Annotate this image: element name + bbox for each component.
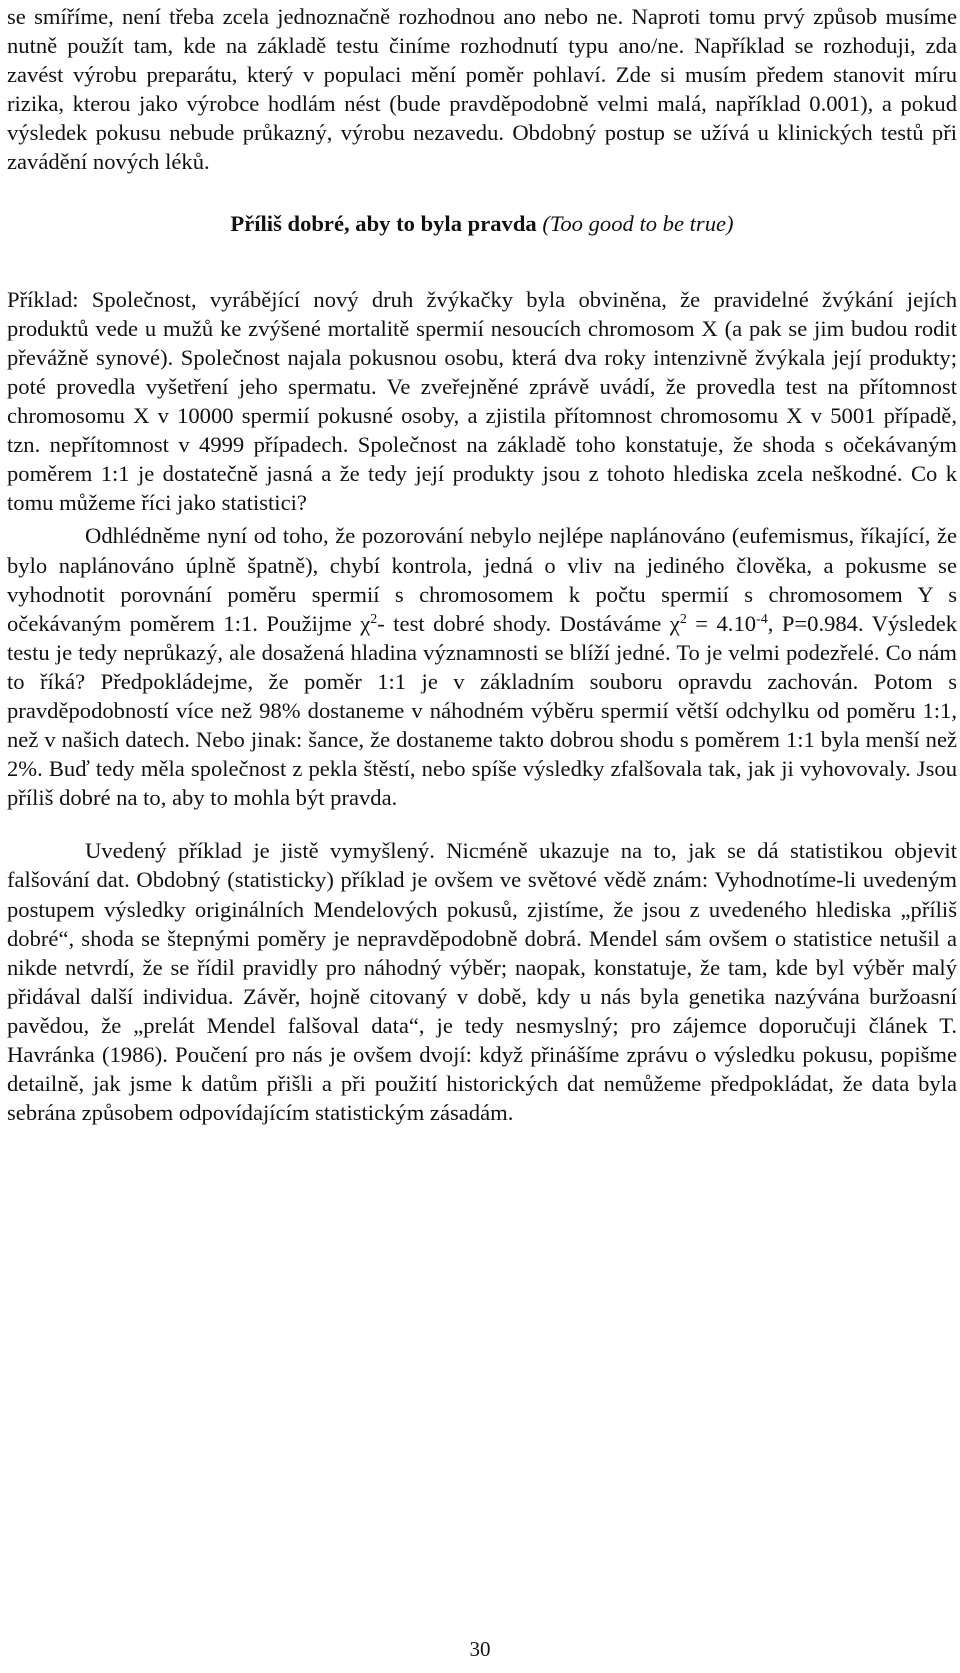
page-number: 30 — [469, 1637, 491, 1661]
text-segment: Odhlédněme nyní od toho, že pozorování nebylo nejlépe naplánováno (eufemismus, říkající, že bylo naplánováno úplně špatně), chybí kontrola, jedná o vliv na jediného člověka, a pokusme se vyhodnotit porovnání poměru spermií s chromosomem k počtu spermií s chromosomem Y s očekávaným poměrem 1:1. Použijme — [7, 523, 957, 636]
text-segment: - test dobré shody. Dostáváme — [377, 610, 670, 636]
paragraph-mendel: Uvedený příklad je jistě vymyšlený. Nicméně ukazuje na to, jak se dá statistikou objevit falšování dat. Obdobný (statisticky) příklad je ovšem ve světové vědě znám: Vyhodnotíme-li uvedeným postupem výsledky originálních Mendelových pokusů, zjistíme, že jsou z uvedeného hlediska „příliš dobré“, shoda se štepnými poměry je nepravděpodobně dobrá. Mendel sám ovšem o statistice netušil a nikde netvrdí, že se řídil pravidly pro náhodný výběr; naopak, konstatuje, že tam, kde byl výběr malý přidával další individua. Závěr, hojně citovaný v době, kdy u nás byla genetika nazývána buržoasní pavědou, že „prelát Mendel falšoval data“, je tedy nesmyslný; pro zájemce doporučuji článek T. Havránka (1986). Poučení pro nás je ovšem dvojí: když přinášíme zprávu o výsledku pokusu, popišme detailně, jak jsme k datům přišli a při použití historických dat nemůžeme předpokládat, že data byla sebrána způsobem odpovídajícím statistickým zásadám. — [7, 838, 957, 1126]
text-segment: , P=0.984. Výsledek testu je tedy neprůkazý, ale dosažená hladina významnosti se blíží jedné. To je velmi podezřelé. Co nám to říká? Předpokládejme, že poměr 1:1 je v základním souboru opravdu zachován. Potom s pravděpodobností více než 98% dostaneme v náhodném výběru spermií větší odchylku od poměru 1:1, než v našich datech. Nebo jinak: šance, že dostaneme takto dobrou shodu s poměrem 1:1 byla menší než 2%. Buď tedy měla společnost z pekla štěstí, nebo spíše výsledky zfalšovala tak, jak ji vyhovovaly. Jsou příliš dobré na to, aby to mohla být pravda. — [7, 610, 958, 811]
superscript: 2 — [370, 611, 378, 627]
section-heading-title: Příliš dobré, aby to byla pravda — [230, 210, 537, 236]
chi-symbol: χ — [669, 610, 680, 636]
text-segment: = 4.10 — [686, 610, 757, 636]
section-heading — [7, 209, 957, 238]
section-heading-english: (Too good to be true) — [542, 210, 734, 236]
paragraph-example: Příklad: Společnost, vyrábějící nový druh žvýkačky byla obviněna, že pravidelné žvýkání jejích produktů vede u mužů ke zvýšené mortalitě spermií nesoucích chromosom X (a pak se jim budou rodit převážně synové). Společnost najala pokusnou osobu, která dva roky intenzivně žvýkala její produkty; poté provedla vyšetření jeho spermatu. Ve zveřejněné zprávě uvádí, že provedla test na přítomnost chromosomu X v 10000 spermií pokusné osoby, a zjistila přítomnost chromosomu X v 5001 případě, tzn. nepřítomnost v 4999 případech. Společnost na základě toho konstatuje, že shoda s očekávaným poměrem 1:1 je dostatečně jasná a že tedy její produkty jsou z tohoto hlediska zcela neškodné. Co k tomu můžeme říci jako statistici? — [7, 286, 957, 516]
document-page — [7, 0, 957, 1127]
chi-symbol: χ — [360, 610, 371, 636]
paragraph-intro: se smíříme, není třeba zcela jednoznačně rozhodnou ano nebo ne. Naproti tomu prvý způsob musíme nutně použít tam, kde na základě testu činíme rozhodnutí typu ano/ne. Například se rozhoduji, zda zavést výrobu preparátu, který v populaci mění poměr pohlaví. Zde si musím předem stanovit míru rizika, kterou jako výrobce hodlám nést (bude pravděpodobně velmi malá, například 0.001), a pokud výsledek pokusu nebude průkazný, výrobu nezavedu. Obdobný postup se užívá u klinických testů při zavádění nových léků. — [7, 4, 957, 175]
superscript: -4 — [756, 611, 768, 627]
superscript: 2 — [679, 611, 687, 627]
paragraph-chi-square-analysis — [7, 521, 957, 812]
